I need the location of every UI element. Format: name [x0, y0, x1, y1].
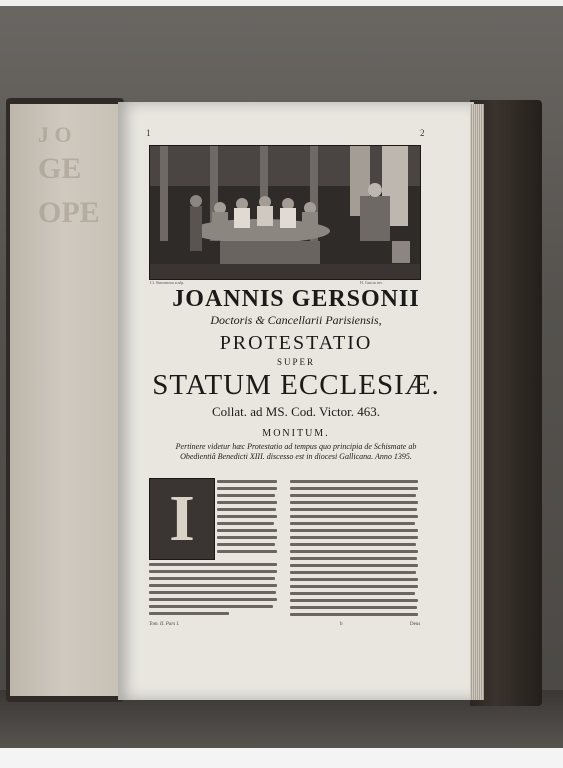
engraving-caption-right: H. Gascar inv.	[360, 280, 383, 285]
initial-letter: I	[169, 482, 195, 555]
section-heading: MONITUM.	[262, 428, 330, 439]
text-line	[290, 557, 417, 560]
text-line	[217, 480, 277, 483]
left-page-ghost-line-3: OPE	[38, 196, 100, 229]
text-line	[290, 494, 416, 497]
text-line	[290, 606, 417, 609]
engraving-scene-art	[150, 146, 420, 279]
text-line	[217, 487, 277, 490]
text-line	[290, 585, 418, 588]
text-line	[290, 543, 416, 546]
title-line-1: PROTESTATIO	[219, 332, 373, 354]
text-line	[149, 577, 275, 580]
text-line	[290, 522, 415, 525]
preface-line-2: Obedientiâ Benedicti XIII. discesso est in diocesi Gallicana. Anno 1395.	[180, 452, 412, 461]
footer-catchword: Deus	[410, 622, 421, 627]
text-line	[290, 508, 417, 511]
author-heading: JOANNIS GERSONII	[172, 286, 420, 312]
text-line	[217, 536, 277, 539]
text-line	[149, 563, 277, 566]
text-line	[290, 480, 418, 483]
text-line	[290, 564, 418, 567]
engraving-caption-left: Cl. Simonneau sculp.	[150, 280, 185, 285]
text-line	[217, 529, 277, 532]
text-line	[149, 570, 277, 573]
text-line	[217, 543, 275, 546]
footer-signature: b	[340, 622, 343, 627]
left-page-ghost-line-2: GE	[38, 152, 82, 185]
title-line-3: STATUM ECCLESIÆ.	[152, 369, 440, 401]
page-number-right: 2	[420, 128, 425, 138]
text-line	[217, 522, 274, 525]
page-edges	[470, 104, 484, 700]
text-line	[149, 584, 277, 587]
text-line	[217, 550, 277, 553]
decorated-initial	[149, 478, 215, 560]
top-border	[0, 0, 563, 6]
text-line	[290, 529, 418, 532]
left-page	[10, 104, 118, 696]
text-line	[290, 515, 418, 518]
bottom-border	[0, 748, 563, 768]
text-line	[290, 578, 418, 581]
text-line	[290, 592, 415, 595]
text-line	[149, 612, 229, 615]
text-line	[290, 501, 418, 504]
text-line	[217, 494, 275, 497]
text-line	[217, 515, 277, 518]
page-number-left: 1	[146, 128, 151, 138]
engraving-illustration	[149, 145, 421, 280]
text-line	[290, 487, 418, 490]
collation-note: Collat. ad MS. Cod. Victor. 463.	[212, 404, 380, 419]
author-subtitle: Doctoris & Cancellarii Parisiensis,	[210, 313, 382, 327]
title-line-2: SUPER	[276, 357, 315, 367]
text-line	[290, 613, 418, 616]
text-line	[217, 501, 277, 504]
text-line	[290, 550, 418, 553]
text-line	[217, 508, 276, 511]
text-line	[290, 571, 416, 574]
left-page-ghost-line-1: J O	[38, 122, 72, 147]
text-line	[149, 591, 276, 594]
footer-volume: Tom. II. Pars I.	[149, 622, 180, 627]
preface-line-1: Pertinere videtur hæc Protestatio ad tempus quo principia de Schismate ab	[175, 442, 417, 451]
text-line	[149, 598, 277, 601]
text-line	[149, 605, 273, 608]
text-line	[290, 599, 418, 602]
text-line	[290, 536, 418, 539]
